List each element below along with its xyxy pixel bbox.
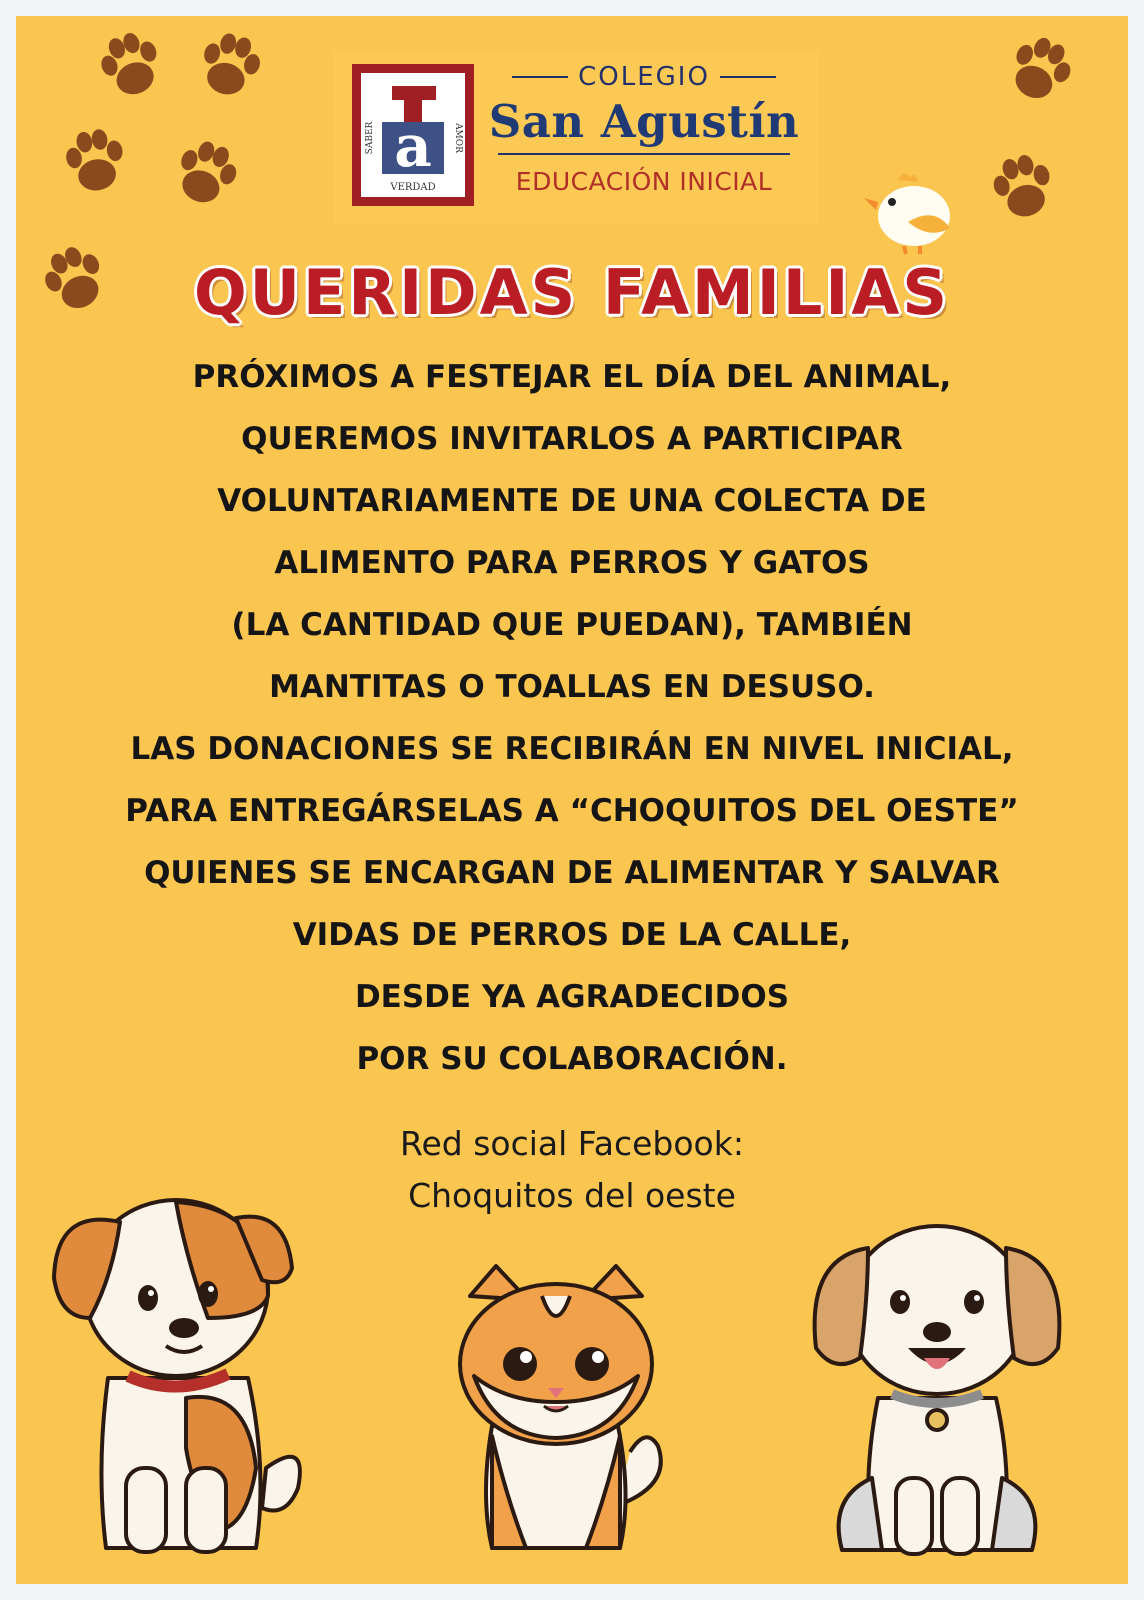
school-logo xyxy=(334,50,818,224)
emblem-bottom-word: VERDAD xyxy=(390,182,436,193)
social-name: Choquitos del oeste xyxy=(408,1176,736,1215)
message-line: VOLUNTARIAMENTE DE UNA COLECTA DE xyxy=(217,483,927,519)
kitten-illustration xyxy=(436,1256,676,1556)
divider xyxy=(720,76,776,78)
emblem-right-word: AMOR xyxy=(453,123,463,153)
puppy-illustration xyxy=(36,1168,316,1568)
paw-icon xyxy=(162,132,248,218)
paw-icon xyxy=(88,24,174,110)
emblem-left-word: SABER xyxy=(365,121,375,155)
divider xyxy=(512,76,568,78)
message-line: MANTITAS O TOALLAS EN DESUSO. xyxy=(269,669,875,705)
message-line: LAS DONACIONES SE RECIBIRÁN EN NIVEL INICIAL, xyxy=(130,731,1014,767)
puppy-illustration xyxy=(802,1198,1072,1568)
paw-icon xyxy=(52,120,138,206)
message-line: POR SU COLABORACIÓN. xyxy=(356,1041,788,1077)
message-line: PRÓXIMOS A FESTEJAR EL DÍA DEL ANIMAL, xyxy=(192,359,952,395)
poster xyxy=(16,16,1128,1584)
divider xyxy=(498,153,790,155)
social-label: Red social Facebook: xyxy=(400,1124,744,1163)
paw-icon xyxy=(996,28,1082,114)
colegio-label: COLEGIO xyxy=(578,62,710,92)
paw-icon xyxy=(186,24,272,110)
message-line: PARA ENTREGÁRSELAS A “CHOQUITOS DEL OESTE” xyxy=(125,793,1019,829)
message-line: DESDE YA AGRADECIDOS xyxy=(354,979,790,1015)
paw-icon xyxy=(980,146,1066,232)
message-line: (LA CANTIDAD QUE PUEDAN), TAMBIÉN xyxy=(231,607,913,643)
emblem-monogram: a xyxy=(394,112,432,180)
bird-icon xyxy=(864,166,964,256)
logo-text xyxy=(484,62,804,196)
school-emblem xyxy=(352,64,474,206)
message-body xyxy=(16,346,1128,1090)
headline: QUERIDAS FAMILIAS xyxy=(193,256,951,329)
message-line: QUEREMOS INVITARLOS A PARTICIPAR xyxy=(241,421,903,457)
message-line: VIDAS DE PERROS DE LA CALLE, xyxy=(292,917,852,953)
message-line: QUIENES SE ENCARGAN DE ALIMENTAR Y SALVAR xyxy=(144,855,1000,891)
message-line: ALIMENTO PARA PERROS Y GATOS xyxy=(274,545,870,581)
level-label: EDUCACIÓN INICIAL xyxy=(515,167,773,197)
school-name: San Agustín xyxy=(488,95,800,148)
